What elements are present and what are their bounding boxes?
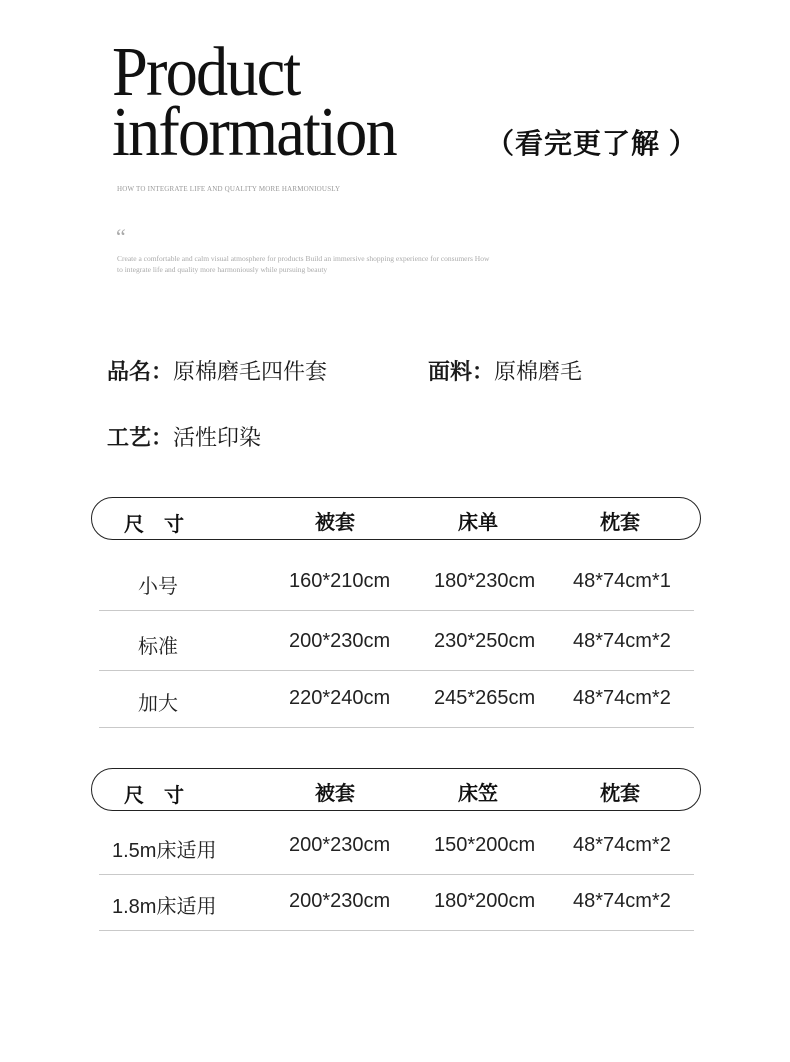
craft [107,421,261,452]
table-cell: 小号 [138,576,178,598]
table-cell: 180*200cm [434,890,536,912]
table2-header-fitted: 床笠 [458,783,498,805]
table-cell: 1.8m床适用 [112,896,217,918]
table-cell: 48*74cm*2 [573,630,671,652]
description: Create a comfortable and calm visual atmosphere for products Build an immersive shopping experience for consumers How to integrate life and quality more harmoniously while pursuing beauty [117,254,490,274]
title-line-1: Product [112,34,300,111]
table-cell: 加大 [138,693,178,715]
row-divider [99,670,694,671]
table1-header-pillow: 枕套 [600,512,640,534]
table-cell: 180*230cm [434,570,536,592]
product-name [107,355,327,386]
table-cell: 200*230cm [289,834,391,856]
table-cell: 230*250cm [434,630,536,652]
table1-header-duvet: 被套 [315,512,355,534]
table2-header-pillow: 枕套 [600,783,640,805]
craft-label: 工艺： [107,425,174,450]
table-cell: 48*74cm*2 [573,834,671,856]
table-cell: 150*200cm [434,834,536,856]
table-cell: 1.5m床适用 [112,840,217,862]
table1-header-size: 尺 寸 [124,514,184,536]
product-name-value: 原棉磨毛四件套 [173,359,328,384]
craft-value: 活性印染 [173,425,262,450]
row-divider [99,610,694,611]
product-name-label: 品名： [107,359,174,384]
table-cell: 48*74cm*2 [573,687,671,709]
table-cell: 48*74cm*2 [573,890,671,912]
row-divider [99,930,694,931]
fabric [428,355,582,386]
table-cell: 220*240cm [289,687,391,709]
table-cell: 160*210cm [289,570,391,592]
table2-header-duvet: 被套 [315,783,355,805]
table-cell: 200*230cm [289,890,391,912]
tagline: HOW TO INTEGRATE LIFE AND QUALITY MORE HARMONIOUSLY [117,185,341,193]
title-line-2: information [112,94,396,171]
fabric-value: 原棉磨毛 [494,359,583,384]
table-cell: 48*74cm*1 [573,570,671,592]
table1-header-sheet: 床单 [458,512,498,534]
quote-mark-icon: “ [116,224,126,249]
subtitle: （看完更了解 ） [486,128,698,159]
table-cell: 200*230cm [289,630,391,652]
fabric-label: 面料： [428,359,495,384]
row-divider [99,727,694,728]
row-divider [99,874,694,875]
table-cell: 245*265cm [434,687,536,709]
table-cell: 标准 [138,636,178,658]
table2-header-size: 尺 寸 [124,785,184,807]
